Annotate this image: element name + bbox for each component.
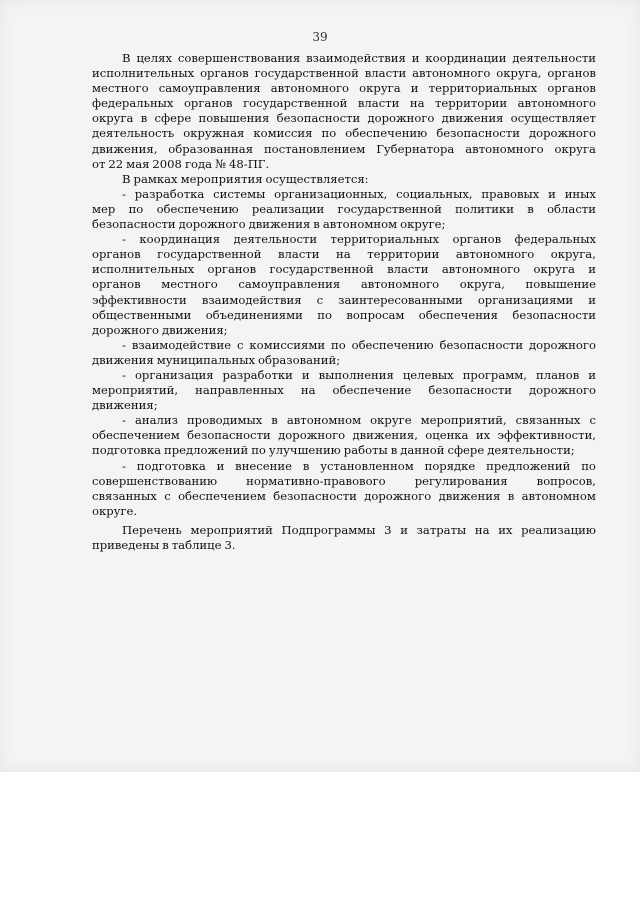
word: их	[475, 428, 491, 443]
word: 2008	[152, 156, 182, 171]
word: на	[409, 96, 425, 111]
word: и	[548, 186, 556, 201]
word: автономного	[412, 66, 491, 81]
word: органов	[452, 232, 502, 247]
word: правовых	[481, 186, 540, 201]
word: взаимодействия	[306, 51, 406, 65]
word: и	[411, 51, 420, 65]
word: дорожного	[178, 217, 246, 232]
text-line	[92, 157, 596, 172]
word: анализ	[134, 413, 178, 428]
text-line	[92, 338, 596, 353]
text-line	[92, 126, 596, 141]
word: дорожного	[529, 383, 596, 398]
word: разработки	[222, 367, 293, 382]
word: исполнительных	[92, 66, 195, 81]
text-line	[92, 187, 596, 202]
word: обеспечением	[178, 488, 266, 503]
word: в	[271, 413, 278, 428]
word: окружная	[183, 126, 245, 141]
word: по	[317, 307, 332, 322]
word: безопасности	[439, 337, 524, 352]
word: органов	[207, 262, 257, 277]
word: на	[474, 522, 490, 537]
word: обеспечению	[345, 126, 428, 141]
word: таблице	[171, 538, 222, 552]
word: В	[122, 171, 131, 186]
word: реализацию	[521, 522, 596, 537]
word: обеспечению	[351, 337, 434, 352]
word: 22	[108, 156, 124, 171]
word: дорожного	[278, 428, 346, 443]
word: автономном	[521, 488, 596, 503]
word: работы	[343, 443, 388, 458]
word: округа	[554, 141, 596, 156]
word: округе	[370, 413, 412, 428]
word: по	[321, 126, 337, 141]
word: местного	[161, 277, 218, 292]
word: года	[184, 156, 213, 171]
word: безопасности	[92, 217, 176, 232]
word: округа,	[550, 247, 596, 262]
word: безопасности	[273, 488, 357, 503]
word: на	[336, 247, 351, 262]
word: деятельности	[233, 232, 318, 247]
word: органов	[547, 81, 596, 96]
word: движения;	[161, 322, 228, 337]
word: и	[588, 292, 596, 307]
word: на	[300, 383, 316, 398]
word: государственной	[269, 262, 374, 277]
word: по	[581, 458, 596, 473]
text-line	[92, 459, 596, 474]
word: 3	[384, 522, 392, 537]
text-line	[92, 262, 596, 277]
text-line	[92, 293, 596, 308]
word: дорожного	[529, 126, 596, 141]
text-line	[92, 51, 596, 66]
word: заинтересованными	[338, 292, 463, 307]
word: с	[236, 337, 244, 352]
word: безопасности	[428, 383, 512, 398]
word: системы	[213, 186, 266, 201]
word: порядке	[424, 458, 476, 473]
word: автономного	[441, 262, 521, 277]
page-number: 39	[312, 30, 328, 44]
word: связанных	[515, 413, 581, 428]
word: взаимодействие	[131, 337, 232, 352]
word: государственной	[254, 66, 359, 81]
word: муниципальных	[156, 352, 255, 367]
word: движения	[438, 488, 501, 503]
word: программ,	[462, 367, 527, 382]
word: дорожного	[92, 322, 159, 337]
word: автономного	[455, 247, 535, 262]
word: подготовка	[136, 458, 206, 473]
text-line	[92, 489, 596, 504]
word: органов	[92, 277, 141, 292]
word: мая	[126, 156, 150, 171]
word: власти	[357, 96, 400, 111]
word: округа,	[496, 66, 542, 81]
word: власти	[278, 247, 320, 262]
text-line	[92, 538, 596, 553]
word: власти	[364, 66, 407, 81]
word: исполнительных	[92, 262, 195, 277]
word: установленном	[320, 458, 414, 473]
word: 3.	[224, 538, 236, 552]
word: -	[122, 367, 126, 382]
word: автономного	[270, 81, 350, 96]
word: образований;	[258, 352, 341, 367]
word: движения	[441, 111, 504, 126]
word: Перечень	[122, 522, 182, 537]
word: повышение	[525, 277, 596, 292]
word: и	[588, 367, 596, 382]
text-line	[92, 66, 596, 81]
word: и	[216, 458, 225, 473]
word: образованная	[168, 141, 254, 156]
word: движения,	[352, 428, 418, 443]
body-text	[92, 51, 596, 553]
word: территориальных	[330, 232, 440, 247]
word: в	[302, 458, 310, 473]
word: политики	[455, 201, 515, 216]
word: области	[547, 201, 596, 216]
word: эффективности,	[497, 428, 596, 443]
word: в	[162, 538, 169, 552]
word: взаимодействия	[201, 292, 302, 307]
word: в	[140, 111, 148, 126]
word: социальных,	[396, 186, 473, 201]
word: проводимых	[186, 413, 263, 428]
word: предложений	[163, 443, 249, 458]
word: сфере	[447, 443, 485, 458]
word: направленных	[195, 383, 284, 398]
word: движения	[248, 217, 311, 232]
text-line	[92, 247, 596, 262]
word: и	[588, 262, 596, 277]
word: по	[330, 337, 346, 352]
text-line	[92, 428, 596, 443]
word: автономном	[286, 413, 362, 428]
word: территории	[367, 247, 440, 262]
word: округа	[359, 81, 401, 96]
word: общественными	[92, 307, 192, 322]
word: №	[215, 156, 227, 171]
word: в	[313, 217, 320, 232]
word: движения,	[92, 141, 158, 156]
word: органов	[183, 96, 233, 111]
word: с	[164, 488, 171, 503]
word: данной	[400, 443, 445, 458]
word: безопасности	[512, 307, 596, 322]
text-line	[92, 277, 596, 292]
word: округе;	[400, 217, 446, 232]
word: приведены	[92, 538, 160, 552]
word: органов	[200, 66, 249, 81]
word: совершенствования	[177, 51, 301, 65]
word: округа	[533, 262, 575, 277]
text-line	[92, 202, 596, 217]
word: обеспечением	[92, 428, 180, 443]
word: регулирования	[414, 473, 508, 488]
word: затраты	[416, 522, 467, 537]
word: органов	[547, 66, 596, 81]
word: обеспечение	[332, 383, 412, 398]
text-line	[92, 398, 596, 413]
word: дорожного	[367, 111, 435, 126]
word: движения	[92, 352, 154, 367]
word: деятельности	[512, 51, 596, 65]
word: обеспечению	[156, 201, 239, 216]
text-line	[92, 308, 596, 323]
word: связанных	[92, 488, 157, 503]
word: их	[498, 522, 513, 537]
word: самоуправления	[158, 81, 261, 96]
word: мер	[92, 201, 116, 216]
word: мероприятий	[190, 522, 273, 537]
word: эффективности	[92, 292, 187, 307]
word: вопросам	[346, 307, 405, 322]
word: государственной	[157, 247, 262, 262]
word: и	[301, 367, 310, 382]
word: иных	[564, 186, 596, 201]
word: дорожного	[364, 488, 432, 503]
word: автономного	[517, 96, 596, 111]
word: безопасности	[187, 428, 271, 443]
word: объединениями	[205, 307, 303, 322]
word: целевых	[402, 367, 454, 382]
word: -	[122, 232, 126, 247]
word: автономного	[360, 277, 440, 292]
word: сфере	[154, 111, 192, 126]
word: разработка	[134, 186, 205, 201]
text-line	[92, 413, 596, 428]
word: округа	[92, 111, 134, 126]
word: организационных,	[274, 186, 388, 201]
word: осуществляет	[510, 111, 596, 126]
text-line	[92, 474, 596, 489]
word: от	[92, 156, 106, 171]
word: деятельности;	[487, 443, 575, 458]
text-line	[92, 443, 596, 458]
word: автономного	[465, 141, 544, 156]
word: постановлением	[263, 141, 366, 156]
word: автономном	[322, 217, 398, 232]
word: мероприятий,	[420, 413, 507, 428]
word: федеральных	[92, 96, 174, 111]
word: -	[122, 413, 126, 428]
word: и	[400, 522, 408, 537]
word: подготовка	[92, 443, 161, 458]
word: оценка	[425, 428, 469, 443]
text-line	[92, 323, 596, 338]
word: округе.	[92, 503, 138, 518]
word: деятельность	[92, 126, 175, 141]
word: безопасности	[276, 111, 361, 126]
word: вопросов,	[536, 473, 596, 488]
word: нормативно-правового	[246, 473, 386, 488]
word: совершенствованию	[92, 473, 218, 488]
text-line	[92, 383, 596, 398]
word: целях	[136, 51, 172, 65]
word: Губернатора	[376, 141, 455, 156]
word: осуществляется:	[265, 171, 369, 186]
word: государственной	[337, 201, 442, 216]
word: в	[507, 488, 515, 503]
text-line	[92, 368, 596, 383]
word: в	[527, 201, 534, 216]
word: самоуправления	[238, 277, 341, 292]
word: улучшению	[268, 443, 341, 458]
text-line	[92, 523, 596, 538]
word: федеральных	[514, 232, 596, 247]
text-line	[92, 504, 596, 519]
word: В	[122, 51, 131, 65]
text-line	[92, 81, 596, 96]
text-line	[92, 142, 596, 157]
word: реализации	[251, 201, 325, 216]
word: движения;	[92, 398, 158, 413]
word: мероприятий,	[92, 383, 179, 398]
word: Подпрограммы	[281, 522, 376, 537]
word: внесение	[235, 458, 292, 473]
word: и	[410, 81, 419, 96]
word: дорожного	[528, 337, 596, 352]
text-line	[92, 353, 596, 368]
text-line	[92, 111, 596, 126]
word: рамках	[133, 171, 178, 186]
word: обеспечения	[418, 307, 498, 322]
word: -	[122, 458, 126, 473]
word: по	[128, 201, 144, 216]
word: повышения	[198, 111, 270, 126]
word: мероприятия	[180, 171, 263, 186]
word: территории	[434, 96, 508, 111]
word: 48-ПГ.	[229, 156, 270, 171]
word: координации	[425, 51, 507, 65]
word: комиссиями	[249, 337, 326, 352]
word: власти	[387, 262, 429, 277]
word: органов	[92, 247, 141, 262]
word: округа,	[459, 277, 505, 292]
word: организация	[134, 367, 214, 382]
word: безопасности	[436, 126, 520, 141]
text-line	[92, 172, 596, 187]
text-line	[92, 232, 596, 247]
word: организациями	[477, 292, 574, 307]
word: с	[316, 292, 324, 307]
word: местного	[92, 81, 149, 96]
word: предложений	[486, 458, 571, 473]
word: -	[122, 337, 126, 352]
word: планов	[535, 367, 580, 382]
text-line	[92, 217, 596, 232]
word: -	[122, 186, 126, 201]
word: государственной	[243, 96, 348, 111]
word: координация	[139, 232, 221, 247]
word: по	[251, 443, 266, 458]
word: комиссия	[253, 126, 313, 141]
word: территориальных	[428, 81, 538, 96]
text-line	[92, 96, 596, 111]
word: с	[589, 413, 596, 428]
word: выполнения	[318, 367, 394, 382]
word: в	[390, 443, 398, 458]
